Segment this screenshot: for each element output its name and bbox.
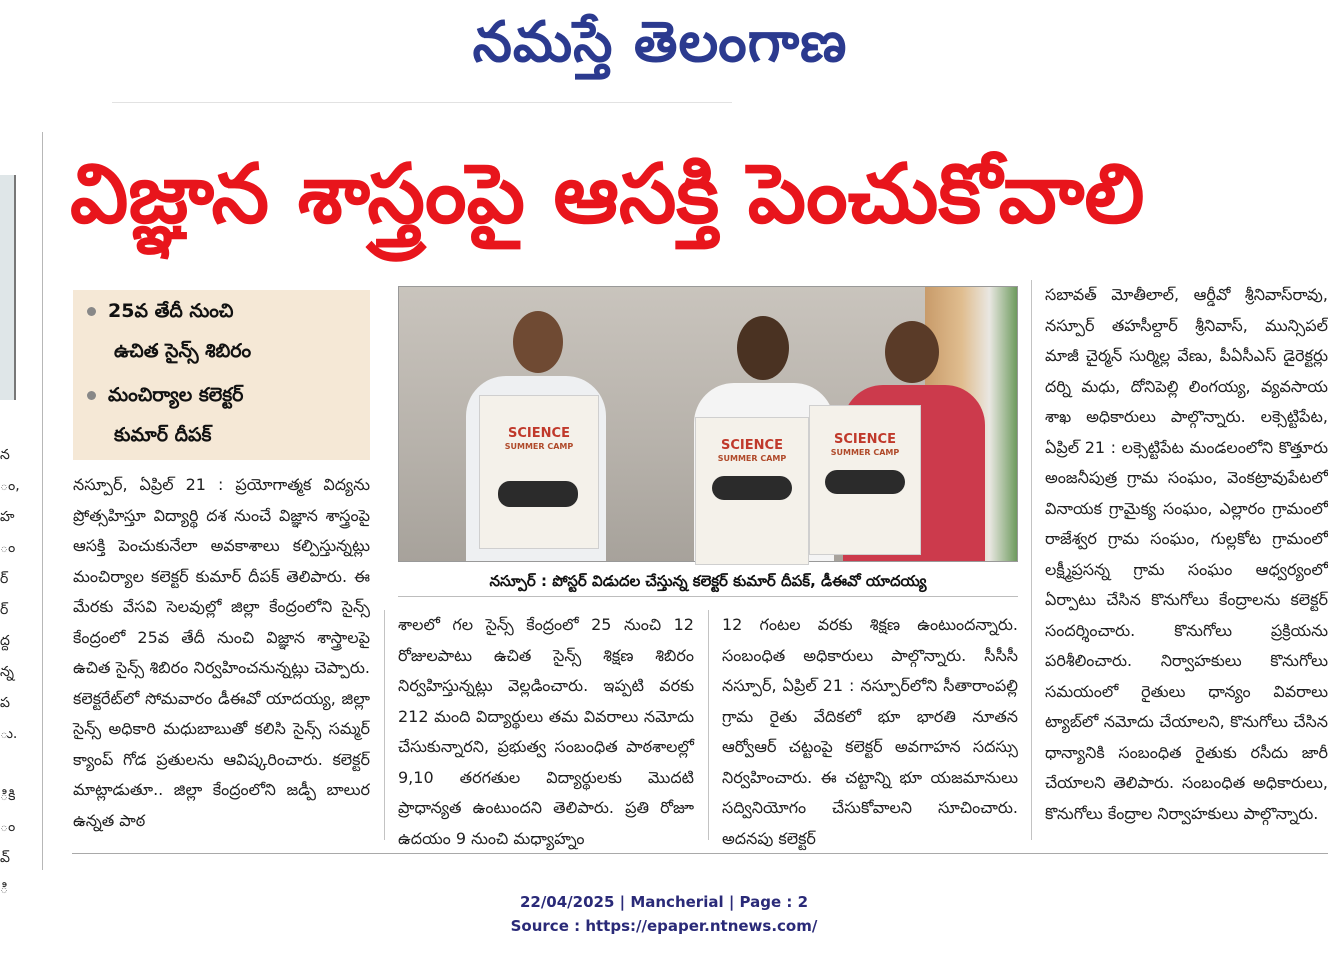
- highlight-line: ఉచిత సైన్స్ శిబిరం: [114, 340, 252, 362]
- article-headline: విజ్ఞాన శాస్త్రంపై ఆసక్తి పెంచుకోవాలి: [70, 147, 1145, 242]
- bullet-icon: [87, 307, 96, 316]
- poster-title: SCIENCE: [834, 432, 896, 447]
- fragment-line: ు.: [0, 726, 18, 742]
- poster-center: [695, 417, 809, 565]
- highlight-box: [73, 290, 370, 460]
- column-divider: [384, 610, 385, 840]
- page-footer: [0, 890, 1328, 938]
- highlight-item: [87, 384, 243, 411]
- fragment-line: ర్: [0, 571, 9, 587]
- poster-subtitle: SUMMER CAMP: [504, 442, 574, 451]
- highlight-line: మంచిర్యాల కలెక్టర్: [108, 384, 244, 406]
- fragment-line: ప: [0, 695, 10, 711]
- fragment-line: [0, 750, 16, 781]
- footer-date-edition: 22/04/2025 | Mancherial | Page : 2: [519, 893, 809, 911]
- photo-caption: నస్పూర్ : పోస్టర్ విడుదల చేస్తున్న కలెక్టర్ కుమార్ దీపక్, డీఈవో యాదయ్య: [398, 566, 1018, 597]
- poster-subtitle: SUMMER CAMP: [830, 448, 900, 457]
- fragment-line: ం,: [0, 478, 20, 494]
- masthead-title: నమస్తే తెలంగాణ: [472, 10, 848, 75]
- masthead-divider: [112, 102, 732, 103]
- article-paragraph: సబావత్ మోతీలాల్, ఆర్డీవో శ్రీనివాస్‌రావు, నస్పూర్ తహసీల్దార్ శ్రీనివాస్, మున్సిపల్ మాజీ చైర్మన్ సుర్మిల్ల వేణు, పీఏసీఎస్ డైరెక్టర్లు దర్ని మధు, దోనిపెల్లి లింగయ్య, వ్యవసాయ శాఖ అధికారులు పాల్గొన్నారు. లక్సెట్టిపేట, ఏప్రిల్ 21 : లక్సెట్టిపేట మండలంలోని కొత్తూరు అంజనీపుత్ర గ్రామ సంఘం, వెంకట్రావుపేటలో వినాయక గ్రామైక్య సంఘం, ఎల్లారం గ్రామంలో రాజేశ్వర గ్రామ సంఘం, గుల్లకోట గ్రామంలో లక్ష్మీప్రసన్న గ్రామ సంఘం ఆధ్వర్యంలో ఏర్పాటు చేసిన కొనుగోలు కేంద్రాలను కలెక్టర్ సందర్శించారు. కొనుగోలు ప్రక్రియను పరిశీలించారు. నిర్వాహకులు కొనుగోలు సమయంలో రైతులు ధాన్యం వివరాలు ట్యాబ్‌లో నమోదు చేయాలని, కొనుగోలు చేసిన ధాన్యానికి సంబంధిత రైతుకు రసీదు జారీ చేయాలని తెలిపారు. సంబంధిత అధికారులు, కొనుగోలు కేంద్రాల నిర్వాహకులు పాల్గొన్నారు.: [1045, 285, 1328, 823]
- fragment-line: ర్: [0, 602, 9, 618]
- page-bottom-rule: [72, 853, 1328, 854]
- poster-right: [809, 405, 921, 555]
- article-column-3: [722, 610, 1018, 848]
- fragment-line: ికి: [0, 788, 16, 804]
- highlight-item: [87, 300, 233, 327]
- column-divider: [1031, 280, 1032, 840]
- news-photo: [398, 286, 1018, 562]
- fragment-line: వ్: [0, 850, 10, 866]
- fragment-line: హ: [0, 509, 15, 525]
- fragment-line: ం: [0, 540, 16, 556]
- fragment-line: ం: [0, 819, 16, 835]
- poster-title: SCIENCE: [721, 438, 783, 453]
- bullet-icon: [87, 391, 96, 400]
- fragment-line: న్న: [0, 664, 14, 680]
- fragment-line: న: [0, 447, 10, 463]
- poster-title: SCIENCE: [508, 426, 570, 441]
- article-column-4: [1045, 280, 1328, 840]
- highlight-line: 25వ తేదీ నుంచి: [108, 300, 234, 322]
- column-divider: [708, 610, 709, 840]
- article-column-2: [398, 610, 694, 848]
- adjacent-article-photo-edge: [0, 175, 16, 400]
- article-paragraph: 12 గంటల వరకు శిక్షణ ఉంటుందన్నారు. సంబంధిత అధికారులు పాల్గొన్నారు. సీసీసీ నస్పూర్, ఏప్రిల్ 21 : నస్పూర్‌లోని సీతారాంపల్లి గ్రామ రైతు వేదికలో భూ భారతి నూతన ఆర్వోఆర్ చట్టంపై కలెక్టర్ అవగాహన సదస్సు నిర్వహించారు. ఈ చట్టాన్ని భూ యజమానులు సద్వినియోగం చేసుకోవాలని సూచించారు. అదనపు కలెక్టర్: [722, 615, 1018, 848]
- column-divider-left: [42, 132, 43, 870]
- poster-left: [479, 395, 599, 549]
- fragment-line: ి: [0, 881, 9, 897]
- article-paragraph: నస్పూర్, ఏప్రిల్ 21 : ప్రయోగాత్మక విద్యను ప్రోత్సహిస్తూ విద్యార్థి దశ నుంచే విజ్ఞాన శాస్త్రంపై ఆసక్తి పెంచుకునేలా అవకాశాలు కల్పిస్తున్నట్లు మంచిర్యాల కలెక్టర్ కుమార్ దీపక్ తెలిపారు. ఈ మేరకు వేసవి సెలవుల్లో జిల్లా కేంద్రంలోని సైన్స్ కేంద్రంలో 25వ తేదీ నుంచి విజ్ఞాన శాస్త్రాలపై ఉచిత సైన్స్ శిబిరం నిర్వహించనున్నట్లు చెప్పారు. కలెక్టరేట్‌లో సోమవారం డీఈవో యాదయ్య, జిల్లా సైన్స్ అధికారి మధుబాబుతో కలిసి సైన్స్ సమ్మర్ క్యాంప్ గోడ ప్రతులను ఆవిష్కరించారు. కలెక్టర్ మాట్లాడుతూ.. జిల్లా కేంద్రంలోని జడ్పీ బాలుర ఉన్నత పాఠ: [73, 475, 370, 830]
- fragment-line: ద్ద: [0, 633, 10, 649]
- footer-source: Source : https://epaper.ntnews.com/: [510, 917, 818, 935]
- poster-subtitle: SUMMER CAMP: [717, 454, 787, 463]
- adjacent-article-text-fragment: [0, 440, 20, 905]
- highlight-line: కుమార్ దీపక్: [114, 424, 212, 446]
- article-column-1: [73, 470, 370, 838]
- article-paragraph: శాలలో గల సైన్స్ కేంద్రంలో 25 నుంచి 12 రోజులపాటు ఉచిత సైన్స్ శిక్షణ శిబిరం నిర్వహిస్తున్నట్లు వెల్లడించారు. ఇప్పటి వరకు 212 మంది విద్యార్థులు తమ వివరాలు నమోదు చేసుకున్నారని, ప్రభుత్వ సంబంధిత పాఠశాలల్లో 9,10 తరగతుల విద్యార్థులకు మొదటి ప్రాధాన్యత ఉంటుందని తెలిపారు. ప్రతి రోజూ ఉదయం 9 నుంచి మధ్యాహ్నం: [398, 615, 694, 848]
- masthead: [0, 0, 1328, 88]
